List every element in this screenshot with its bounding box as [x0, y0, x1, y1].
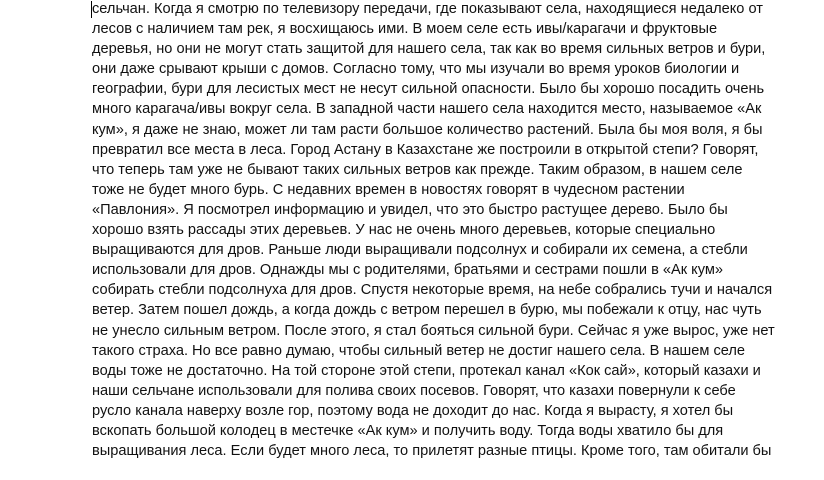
text-line: использовали для дров. Однажды мы с родителями, братьями и сестрами пошли в «Ак кум» [92, 262, 724, 279]
text-line: вскопать большой колодец в местечке «Ак кум» и получить воду. Тогда воды хватило бы для [92, 422, 724, 439]
text-line: такого страха. Но все равно думаю, чтобы сильный ветер не достиг нашего села. В нашем селе [92, 342, 746, 359]
text-line: превратил все места в леса. Город Астану в Казахстане же построили в открытой степи? Говорят, [92, 141, 759, 158]
text-line: деревья, но они не могут стать защитой для нашего села, так как во время сильных ветров и бури, [92, 41, 766, 58]
text-line: наши сельчане использовали для полива своих посевов. Говорят, что казахи повернули к себе [92, 382, 736, 399]
text-line: сельчан. Когда я смотрю по телевизору передачи, где показывают села, находящиеся недалеко от [92, 1, 763, 17]
text-line: воды тоже не достаточно. На той стороне этой степи, протекал канал «Кок сай», который казахи и [92, 362, 761, 379]
text-line: ветер. Затем пошел дождь, а когда дождь с ветром перешел в бурю, мы побежали к отцу, нас чуть [92, 302, 762, 319]
text-line: «Павлония». Я посмотрел информацию и увидел, что это быстро растущее дерево. Было бы [92, 201, 728, 218]
text-line: кум», я даже не знаю, может ли там расти большое количество растений. Была бы моя воля, я бы [92, 121, 763, 138]
text-line: хорошо взять рассады этих деревьев. У нас не очень много деревьев, которые специально [92, 222, 716, 239]
text-line: они даже срывают крыши с домов. Согласно тому, что мы изучали во время уроков биологии и [92, 61, 740, 78]
document-text[interactable] [92, 0, 792, 461]
text-line: тоже не будет много бурь. С недавних времен в новостях говорят в чудесном растении [92, 181, 685, 198]
text-line: собирать стебли подсолнуха для дров. Спустя некоторые время, на небе собрались тучи и начался [92, 282, 773, 299]
text-line: не унесло сильным ветром. После этого, я стал бояться сильной бури. Сейчас я уже вырос, уже нет [92, 322, 775, 339]
text-line: русло канала наверху возле гор, поэтому вода не доходит до нас. Когда я вырасту, я хотел бы [92, 402, 734, 419]
text-line: географии, бури для лесистых мест не несут сильной опасности. Было бы хорошо посадить очень [92, 81, 765, 98]
text-line: много карагача/ивы вокруг села. В западной части нашего села находится место, называемое «Ак [92, 101, 762, 118]
text-line: выращивания леса. Если будет много леса, то прилетят разные птицы. Кроме того, там обитали бы [92, 443, 772, 460]
text-line: лесов с наличием там рек, я восхищаюсь ими. В моем селе есть ивы/карагачи и фруктовые [92, 21, 718, 38]
text-line: что теперь там уже не бывают таких сильных ветров как прежде. Таким образом, в нашем селе [92, 161, 743, 178]
text-line: выращиваются для дров. Раньше люди выращивали подсолнух и собирали их семена, а стебли [92, 242, 748, 259]
